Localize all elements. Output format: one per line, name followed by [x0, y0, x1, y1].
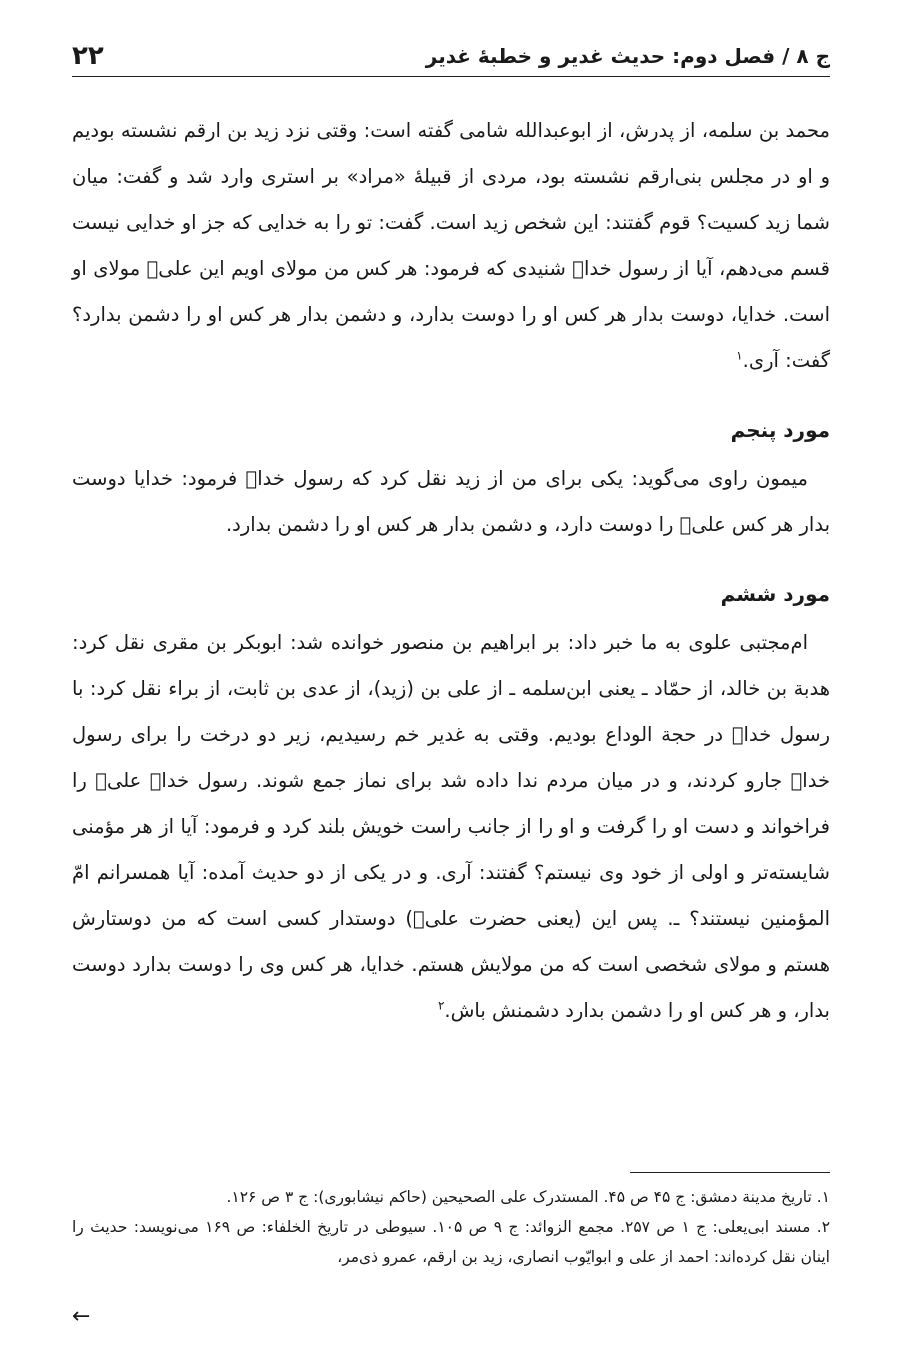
- footnote-ref-2[interactable]: ۲: [437, 998, 445, 1013]
- footnote-ref-1[interactable]: ۱: [736, 348, 743, 363]
- paragraph-1: [72, 108, 830, 384]
- footnote-1: ۱. تاریخ مدینة دمشق: ج ۴۵ ص ۴۵. المستدرک علی الصحیحین (حاکم نیشابوری): ج ۳ ص ۱۲۶.: [226, 1188, 830, 1206]
- footnotes: [72, 1182, 830, 1272]
- footnote-divider: [630, 1172, 830, 1173]
- running-title: ج ۸ / فصل دوم: حدیث غدیر و خطبهٔ غدیر: [425, 44, 830, 68]
- continue-arrow-icon: ←: [72, 1304, 91, 1329]
- page-number: ۲۲: [72, 41, 104, 71]
- paragraph-3-text: ام‌مجتبی علوی به ما خبر داد: بر ابراهیم بن منصور خوانده شد: ابوبکر بن مقری نقل کرد: هدبة بن خالد، از حمّاد ـ یعنی ابن‌سلمه ـ از علی بن (زید)، از عدی بن ثابت، از براء نقل کرد: با رسول خداﷺ در حجة الوداع بودیم. وقتی به غدیر خم رسیدیم، زیر دو درخت را برای رسول خداﷺ جارو کردند، و در میان مردم ندا داده شد برای نماز جمع شوند. رسول خداﷺ علیؑ را فراخواند و دست او را گرفت و او را از جانب راست خویش بلند کرد و فرمود: آیا از هر مؤمنی شایسته‌تر و اولی از خود وی نیستم؟ گفتند: آری. و در یکی از دو حدیث آمده: آیا همسرانم امّ المؤمنین نیستند؟ ـ. پس این (یعنی حضرت علیؑ) دوستدار کسی است که من دوستارش هستم و مولای شخصی است که من مولایش هستم. خدایا، هر کس وی را دوست بدارد دوست بدار، و هر کس او را دشمن بدارد دشمنش باش.: [72, 631, 830, 1022]
- section-heading-5: مورد پنجم: [730, 418, 830, 442]
- footnote-2: ۲. مسند ابی‌یعلی: ج ۱ ص ۲۵۷. مجمع الزوائد: ج ۹ ص ۱۰۵. سیوطی در تاریخ الخلفاء: ص ۱۶۹ می‌نویسد: حدیث را اینان نقل کرده‌اند: احمد از علی و ابوایّوب انصاری، زید بن ارقم، عمرو ذی‌مر،: [72, 1218, 831, 1266]
- page-body: [72, 108, 830, 1034]
- page-header: [72, 36, 830, 77]
- paragraph-2: میمون راوی می‌گوید: یکی برای من از زید نقل کرد که رسول خداﷺ فرمود: خدایا دوست بدار هر کس علیؑ را دوست دارد، و دشمن بدار هر کس او را دشمن بدارد.: [72, 467, 830, 536]
- section-heading-6: مورد ششم: [720, 582, 830, 606]
- paragraph-3: [72, 620, 830, 1034]
- paragraph-1-text: محمد بن سلمه، از پدرش، از ابوعبدالله شامی گفته است: وقتی نزد زید بن ارقم نشسته بودیم و او در مجلس بنی‌ارقم نشسته بود، مردی از قبیلهٔ «مراد» بر استری وارد شد و گفت: میان شما زید کسیت؟ قوم گفتند: این شخص زید است. گفت: تو را به خدایی که جز او خدایی نیست قسم می‌دهم، آیا از رسول خداﷺ شنیدی که فرمود: هر کس من مولای اویم این علیؑ مولای او است. خدایا، دوست بدار هر کس او را دوست بدارد، و دشمن بدار هر کس او را دشمن بدارد؟ گفت: آری.: [72, 119, 830, 372]
